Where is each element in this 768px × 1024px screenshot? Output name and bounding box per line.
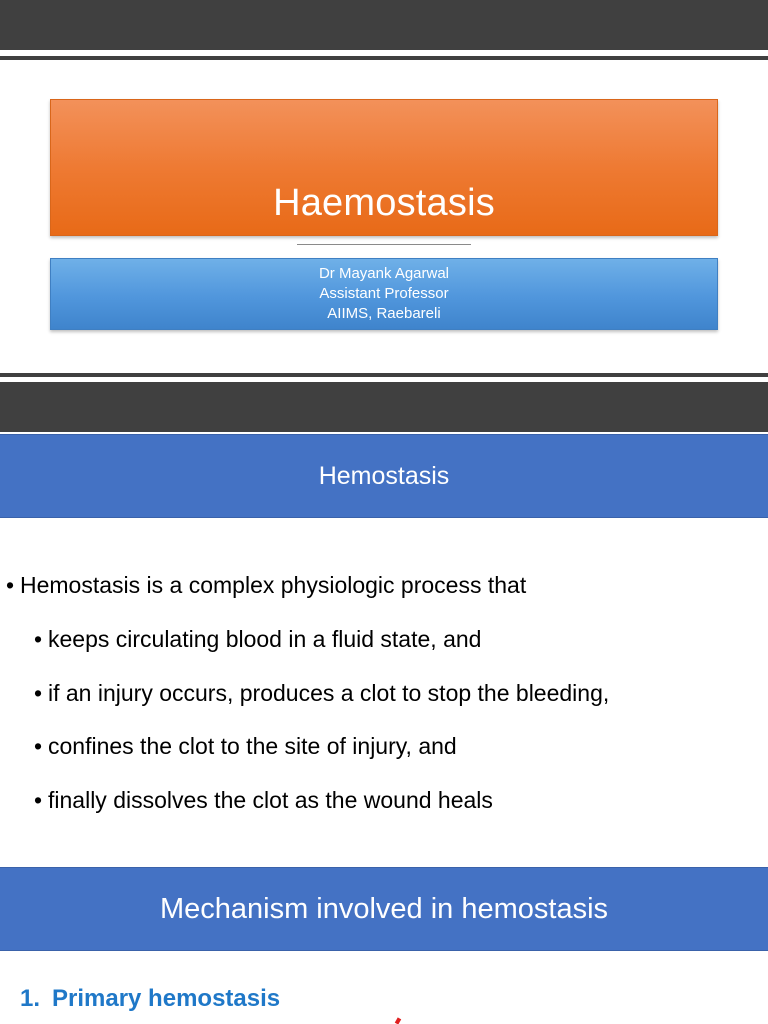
sub-bullet-text: confines the clot to the site of injury, and bbox=[48, 733, 457, 759]
bottom-rule bbox=[0, 373, 768, 377]
slide-header-title: Mechanism involved in hemostasis bbox=[159, 892, 609, 925]
slide-title: Haemostasis bbox=[273, 182, 495, 224]
author-name: Dr Mayank Agarwal bbox=[318, 265, 450, 282]
red-annotation-mark bbox=[395, 1017, 401, 1024]
title-box bbox=[50, 99, 718, 236]
main-bullet bbox=[6, 572, 526, 599]
author-position: Assistant Professor bbox=[319, 285, 449, 302]
top-rule bbox=[0, 56, 768, 60]
slide-header-title: Hemostasis bbox=[318, 461, 450, 490]
top-dark-band bbox=[0, 0, 768, 50]
sub-bullet bbox=[34, 787, 493, 814]
bullet-dot: • bbox=[34, 787, 43, 813]
slide-header-mechanism bbox=[0, 867, 768, 951]
sub-bullet bbox=[34, 680, 609, 707]
bottom-dark-band bbox=[0, 382, 768, 432]
slide-header-hemostasis bbox=[0, 434, 768, 518]
main-bullet-text: Hemostasis is a complex physiologic process that bbox=[20, 572, 527, 598]
item-label: Primary hemostasis bbox=[52, 985, 281, 1012]
title-divider bbox=[297, 244, 471, 245]
sub-bullet bbox=[34, 733, 457, 760]
bullet-dot: • bbox=[6, 572, 15, 598]
sub-bullet bbox=[34, 626, 481, 653]
author-institution: AIIMS, Raebareli bbox=[327, 305, 441, 322]
sub-bullet-text: finally dissolves the clot as the wound heals bbox=[48, 787, 493, 813]
sub-bullet-text: if an injury occurs, produces a clot to stop the bleeding, bbox=[48, 680, 610, 706]
author-box bbox=[50, 258, 718, 330]
bullet-dot: • bbox=[34, 680, 43, 706]
sub-bullet-text: keeps circulating blood in a fluid state, and bbox=[48, 626, 482, 652]
bullet-dot: • bbox=[34, 626, 43, 652]
numbered-item bbox=[20, 985, 280, 1013]
bullet-dot: • bbox=[34, 733, 43, 759]
item-number: 1. bbox=[20, 985, 41, 1012]
